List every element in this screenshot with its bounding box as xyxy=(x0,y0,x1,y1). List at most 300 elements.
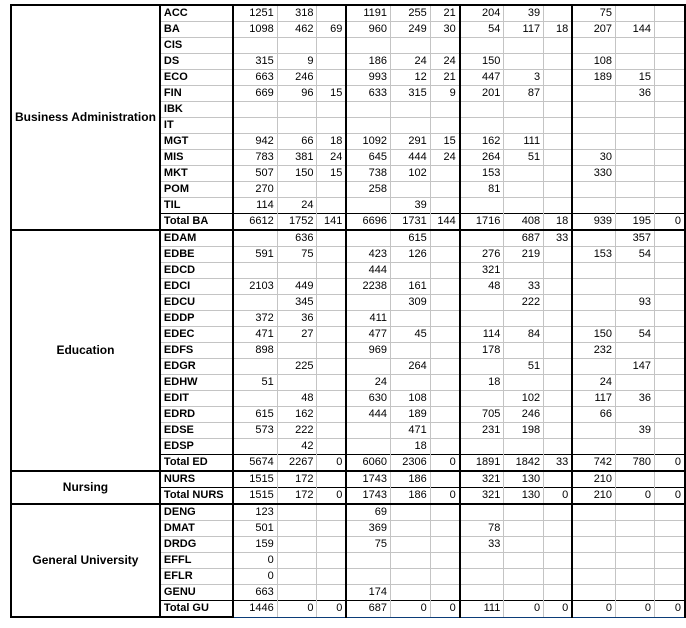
value-cell xyxy=(317,263,346,279)
value-cell xyxy=(317,359,346,375)
value-cell xyxy=(430,295,459,311)
value-cell xyxy=(430,230,459,247)
value-cell xyxy=(346,295,390,311)
value-cell xyxy=(430,471,459,488)
value-cell xyxy=(654,70,685,86)
value-cell: 0 xyxy=(654,455,685,472)
value-cell: 111 xyxy=(460,601,504,618)
value-cell xyxy=(616,198,655,214)
value-cell: 207 xyxy=(572,22,615,38)
value-cell xyxy=(616,279,655,295)
value-cell xyxy=(544,521,573,537)
value-cell xyxy=(430,279,459,295)
value-cell xyxy=(346,230,390,247)
value-cell: 0 xyxy=(277,601,317,618)
value-cell: 130 xyxy=(504,488,544,505)
value-cell: 507 xyxy=(233,166,277,182)
value-cell xyxy=(430,166,459,182)
value-cell xyxy=(277,537,317,553)
value-cell xyxy=(504,521,544,537)
enrollment-table xyxy=(10,4,686,618)
value-cell: 0 xyxy=(654,601,685,618)
value-cell xyxy=(233,102,277,118)
value-cell xyxy=(544,247,573,263)
value-cell: 130 xyxy=(504,471,544,488)
value-cell: 1251 xyxy=(233,5,277,22)
value-cell xyxy=(391,585,431,601)
value-cell: 258 xyxy=(346,182,390,198)
college-label: Business Administration xyxy=(11,5,160,230)
value-cell: 6612 xyxy=(233,214,277,231)
value-cell xyxy=(460,553,504,569)
value-cell xyxy=(504,166,544,182)
value-cell xyxy=(317,70,346,86)
value-cell: 0 xyxy=(544,601,573,618)
total-label: Total NURS xyxy=(160,488,233,505)
value-cell xyxy=(391,375,431,391)
value-cell xyxy=(654,118,685,134)
value-cell: 18 xyxy=(544,214,573,231)
value-cell: 54 xyxy=(616,247,655,263)
value-cell: 423 xyxy=(346,247,390,263)
value-cell: 1098 xyxy=(233,22,277,38)
value-cell: 24 xyxy=(572,375,615,391)
value-cell xyxy=(654,22,685,38)
value-cell: 2103 xyxy=(233,279,277,295)
value-cell: 411 xyxy=(346,311,390,327)
table-row xyxy=(11,471,685,488)
value-cell xyxy=(504,343,544,359)
department-code: CIS xyxy=(160,38,233,54)
value-cell: 81 xyxy=(460,182,504,198)
value-cell xyxy=(572,230,615,247)
value-cell xyxy=(616,504,655,521)
value-cell: 232 xyxy=(572,343,615,359)
value-cell xyxy=(460,198,504,214)
value-cell: 15 xyxy=(616,70,655,86)
value-cell xyxy=(317,391,346,407)
department-code: TIL xyxy=(160,198,233,214)
value-cell: 471 xyxy=(391,423,431,439)
value-cell: 162 xyxy=(460,134,504,150)
value-cell xyxy=(572,504,615,521)
value-cell xyxy=(616,134,655,150)
value-cell: 24 xyxy=(430,150,459,166)
value-cell xyxy=(317,102,346,118)
value-cell xyxy=(391,553,431,569)
college-label: Nursing xyxy=(11,471,160,504)
value-cell xyxy=(460,295,504,311)
value-cell xyxy=(616,585,655,601)
value-cell xyxy=(346,118,390,134)
value-cell: 372 xyxy=(233,311,277,327)
value-cell: 1092 xyxy=(346,134,390,150)
value-cell xyxy=(317,439,346,455)
value-cell xyxy=(654,521,685,537)
value-cell xyxy=(317,311,346,327)
value-cell xyxy=(317,471,346,488)
table-row xyxy=(11,230,685,247)
value-cell: 477 xyxy=(346,327,390,343)
value-cell: 45 xyxy=(391,327,431,343)
value-cell: 471 xyxy=(233,327,277,343)
value-cell: 0 xyxy=(616,601,655,618)
value-cell xyxy=(654,102,685,118)
department-code: EDRD xyxy=(160,407,233,423)
value-cell xyxy=(233,295,277,311)
value-cell: 246 xyxy=(277,70,317,86)
value-cell xyxy=(233,230,277,247)
value-cell: 225 xyxy=(277,359,317,375)
value-cell: 172 xyxy=(277,471,317,488)
value-cell: 39 xyxy=(391,198,431,214)
value-cell: 969 xyxy=(346,343,390,359)
value-cell: 1191 xyxy=(346,5,390,22)
value-cell xyxy=(654,391,685,407)
value-cell xyxy=(430,343,459,359)
value-cell xyxy=(572,521,615,537)
value-cell xyxy=(346,198,390,214)
value-cell xyxy=(317,247,346,263)
value-cell: 144 xyxy=(616,22,655,38)
value-cell xyxy=(654,150,685,166)
value-cell xyxy=(616,569,655,585)
value-cell xyxy=(654,553,685,569)
value-cell xyxy=(460,230,504,247)
value-cell: 30 xyxy=(572,150,615,166)
value-cell xyxy=(544,471,573,488)
value-cell xyxy=(391,343,431,359)
value-cell xyxy=(616,521,655,537)
value-cell: 186 xyxy=(391,488,431,505)
value-cell xyxy=(346,38,390,54)
value-cell: 21 xyxy=(430,70,459,86)
value-cell: 2306 xyxy=(391,455,431,472)
value-cell xyxy=(460,118,504,134)
value-cell: 174 xyxy=(346,585,390,601)
department-code: BA xyxy=(160,22,233,38)
value-cell: 1842 xyxy=(504,455,544,472)
value-cell: 663 xyxy=(233,585,277,601)
value-cell xyxy=(346,102,390,118)
value-cell xyxy=(277,504,317,521)
value-cell: 231 xyxy=(460,423,504,439)
value-cell xyxy=(616,102,655,118)
value-cell: 210 xyxy=(572,471,615,488)
value-cell: 48 xyxy=(460,279,504,295)
value-cell xyxy=(544,118,573,134)
value-cell: 444 xyxy=(346,263,390,279)
value-cell: 186 xyxy=(346,54,390,70)
value-cell xyxy=(572,537,615,553)
value-cell: 24 xyxy=(391,54,431,70)
value-cell xyxy=(346,359,390,375)
value-cell: 222 xyxy=(504,295,544,311)
value-cell: 117 xyxy=(572,391,615,407)
value-cell xyxy=(654,263,685,279)
department-code: EDCU xyxy=(160,295,233,311)
value-cell: 18 xyxy=(460,375,504,391)
value-cell xyxy=(430,569,459,585)
value-cell: 738 xyxy=(346,166,390,182)
value-cell: 615 xyxy=(233,407,277,423)
value-cell xyxy=(430,263,459,279)
value-cell xyxy=(317,279,346,295)
value-cell xyxy=(616,375,655,391)
value-cell xyxy=(654,5,685,22)
value-cell xyxy=(572,38,615,54)
department-code: MKT xyxy=(160,166,233,182)
value-cell xyxy=(572,585,615,601)
value-cell xyxy=(616,311,655,327)
value-cell xyxy=(616,263,655,279)
value-cell: 780 xyxy=(616,455,655,472)
value-cell xyxy=(654,166,685,182)
value-cell xyxy=(654,407,685,423)
value-cell: 321 xyxy=(460,488,504,505)
value-cell xyxy=(544,537,573,553)
value-cell xyxy=(504,263,544,279)
value-cell xyxy=(504,182,544,198)
value-cell xyxy=(391,102,431,118)
value-cell: 0 xyxy=(430,601,459,618)
value-cell: 219 xyxy=(504,247,544,263)
value-cell xyxy=(317,537,346,553)
value-cell xyxy=(460,102,504,118)
department-code: EDSE xyxy=(160,423,233,439)
value-cell: 78 xyxy=(460,521,504,537)
value-cell: 1515 xyxy=(233,488,277,505)
value-cell xyxy=(504,553,544,569)
value-cell: 87 xyxy=(504,86,544,102)
value-cell xyxy=(346,569,390,585)
value-cell: 5674 xyxy=(233,455,277,472)
department-code: DS xyxy=(160,54,233,70)
value-cell xyxy=(572,295,615,311)
value-cell xyxy=(572,86,615,102)
value-cell xyxy=(544,86,573,102)
total-label: Total ED xyxy=(160,455,233,472)
value-cell: 444 xyxy=(391,150,431,166)
value-cell xyxy=(544,5,573,22)
value-cell xyxy=(544,423,573,439)
value-cell: 270 xyxy=(233,182,277,198)
value-cell: 330 xyxy=(572,166,615,182)
value-cell xyxy=(654,569,685,585)
value-cell xyxy=(616,54,655,70)
value-cell: 309 xyxy=(391,295,431,311)
department-code: ACC xyxy=(160,5,233,22)
value-cell: 69 xyxy=(346,504,390,521)
department-code: EDAM xyxy=(160,230,233,247)
value-cell: 291 xyxy=(391,134,431,150)
value-cell xyxy=(430,504,459,521)
value-cell: 633 xyxy=(346,86,390,102)
value-cell: 159 xyxy=(233,537,277,553)
value-cell xyxy=(277,263,317,279)
value-cell: 195 xyxy=(616,214,655,231)
value-cell xyxy=(460,504,504,521)
value-cell xyxy=(572,118,615,134)
value-cell xyxy=(572,359,615,375)
value-cell xyxy=(430,118,459,134)
value-cell xyxy=(544,279,573,295)
value-cell: 150 xyxy=(572,327,615,343)
value-cell: 96 xyxy=(277,86,317,102)
value-cell: 117 xyxy=(504,22,544,38)
value-cell: 69 xyxy=(317,22,346,38)
value-cell xyxy=(277,38,317,54)
value-cell xyxy=(504,569,544,585)
value-cell: 51 xyxy=(233,375,277,391)
value-cell xyxy=(654,279,685,295)
value-cell: 15 xyxy=(430,134,459,150)
value-cell xyxy=(277,375,317,391)
value-cell: 201 xyxy=(460,86,504,102)
value-cell xyxy=(430,537,459,553)
value-cell: 0 xyxy=(430,488,459,505)
value-cell xyxy=(504,439,544,455)
value-cell xyxy=(616,150,655,166)
department-code: EDHW xyxy=(160,375,233,391)
value-cell xyxy=(430,311,459,327)
department-code: EDSP xyxy=(160,439,233,455)
value-cell: 369 xyxy=(346,521,390,537)
value-cell: 204 xyxy=(460,5,504,22)
value-cell: 0 xyxy=(504,601,544,618)
department-code: DRDG xyxy=(160,537,233,553)
college-label: Education xyxy=(11,230,160,471)
value-cell: 147 xyxy=(616,359,655,375)
value-cell xyxy=(430,407,459,423)
value-cell: 1446 xyxy=(233,601,277,618)
value-cell xyxy=(654,54,685,70)
value-cell xyxy=(317,504,346,521)
total-label: Total BA xyxy=(160,214,233,231)
value-cell xyxy=(430,102,459,118)
value-cell: 9 xyxy=(277,54,317,70)
value-cell: 0 xyxy=(317,488,346,505)
value-cell: 153 xyxy=(460,166,504,182)
value-cell xyxy=(391,504,431,521)
department-code: EDEC xyxy=(160,327,233,343)
value-cell: 705 xyxy=(460,407,504,423)
value-cell: 198 xyxy=(504,423,544,439)
value-cell xyxy=(346,423,390,439)
department-code: NURS xyxy=(160,471,233,488)
value-cell xyxy=(233,439,277,455)
value-cell: 1731 xyxy=(391,214,431,231)
value-cell xyxy=(504,198,544,214)
value-cell xyxy=(504,537,544,553)
value-cell xyxy=(544,407,573,423)
value-cell: 0 xyxy=(233,569,277,585)
value-cell: 0 xyxy=(391,601,431,618)
value-cell: 24 xyxy=(317,150,346,166)
value-cell: 36 xyxy=(277,311,317,327)
value-cell: 381 xyxy=(277,150,317,166)
value-cell xyxy=(460,391,504,407)
value-cell xyxy=(233,391,277,407)
value-cell: 27 xyxy=(277,327,317,343)
value-cell: 315 xyxy=(233,54,277,70)
value-cell: 742 xyxy=(572,455,615,472)
value-cell xyxy=(460,585,504,601)
value-cell xyxy=(616,553,655,569)
value-cell xyxy=(544,263,573,279)
value-cell xyxy=(616,38,655,54)
value-cell xyxy=(572,198,615,214)
value-cell: 249 xyxy=(391,22,431,38)
value-cell: 33 xyxy=(544,230,573,247)
value-cell xyxy=(391,263,431,279)
department-code: DENG xyxy=(160,504,233,521)
value-cell xyxy=(346,553,390,569)
value-cell: 0 xyxy=(572,601,615,618)
value-cell xyxy=(233,359,277,375)
value-cell: 189 xyxy=(391,407,431,423)
value-cell: 75 xyxy=(572,5,615,22)
value-cell: 0 xyxy=(654,214,685,231)
department-code: EDGR xyxy=(160,359,233,375)
value-cell: 687 xyxy=(504,230,544,247)
value-cell: 54 xyxy=(616,327,655,343)
value-cell: 18 xyxy=(544,22,573,38)
value-cell xyxy=(317,54,346,70)
value-cell: 15 xyxy=(317,166,346,182)
department-code: EDCI xyxy=(160,279,233,295)
value-cell xyxy=(616,407,655,423)
value-cell: 66 xyxy=(277,134,317,150)
total-label: Total GU xyxy=(160,601,233,618)
value-cell xyxy=(654,471,685,488)
value-cell xyxy=(430,359,459,375)
value-cell xyxy=(544,102,573,118)
value-cell xyxy=(572,311,615,327)
value-cell xyxy=(277,569,317,585)
value-cell xyxy=(544,54,573,70)
value-cell xyxy=(277,343,317,359)
value-cell xyxy=(654,182,685,198)
value-cell xyxy=(233,38,277,54)
value-cell: 255 xyxy=(391,5,431,22)
value-cell: 114 xyxy=(233,198,277,214)
department-code: POM xyxy=(160,182,233,198)
value-cell xyxy=(544,439,573,455)
value-cell: 264 xyxy=(460,150,504,166)
value-cell xyxy=(430,198,459,214)
value-cell xyxy=(616,182,655,198)
value-cell xyxy=(654,343,685,359)
value-cell: 123 xyxy=(233,504,277,521)
value-cell xyxy=(317,343,346,359)
value-cell: 0 xyxy=(317,601,346,618)
value-cell xyxy=(430,38,459,54)
value-cell xyxy=(317,553,346,569)
value-cell xyxy=(616,439,655,455)
value-cell: 449 xyxy=(277,279,317,295)
value-cell xyxy=(572,439,615,455)
value-cell xyxy=(430,439,459,455)
value-cell: 1743 xyxy=(346,471,390,488)
value-cell xyxy=(317,569,346,585)
value-cell xyxy=(233,118,277,134)
table-row xyxy=(11,504,685,521)
value-cell: 172 xyxy=(277,488,317,505)
college-label: General University xyxy=(11,504,160,617)
value-cell: 0 xyxy=(430,455,459,472)
value-cell xyxy=(572,102,615,118)
